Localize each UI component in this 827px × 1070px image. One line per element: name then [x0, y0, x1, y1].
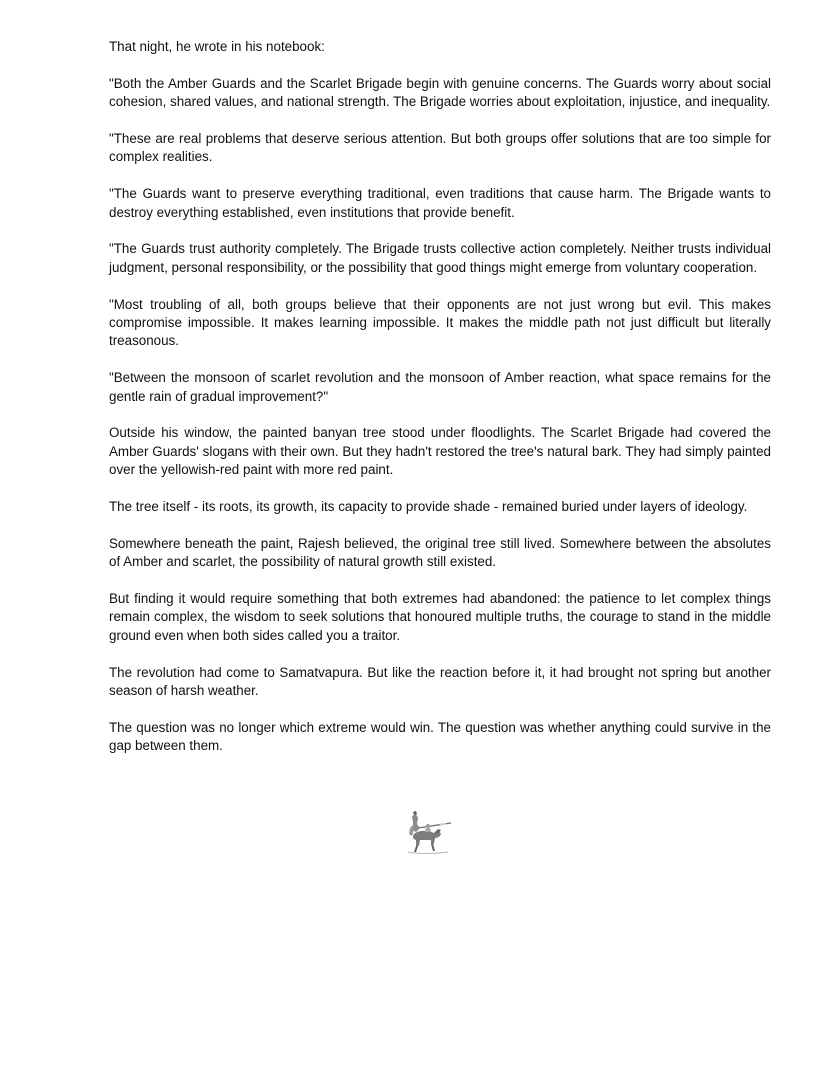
paragraph: "Most troubling of all, both groups believe that their opponents are not just wrong but evil. This makes compromise impossible. It makes learning impossible. It makes the middle path not just difficult but literally treasonous. — [109, 296, 771, 349]
document-body — [109, 38, 771, 774]
paragraph: The revolution had come to Samatvapura. But like the reaction before it, it had brought not spring but another season of harsh weather. — [109, 664, 771, 699]
paragraph: "The Guards want to preserve everything traditional, even traditions that cause harm. The Brigade wants to destroy everything established, even institutions that provide benefit. — [109, 186, 771, 220]
paragraph: The question was no longer which extreme would win. The question was whether anything could survive in the gap between them. — [109, 719, 771, 754]
paragraph: "These are real problems that deserve serious attention. But both groups offer solutions that are too simple for complex realities. — [109, 131, 771, 165]
paragraph: That night, he wrote in his notebook: — [109, 39, 325, 54]
paragraph: "Both the Amber Guards and the Scarlet Brigade begin with genuine concerns. The Guards worry about social cohesion, shared values, and national strength. The Brigade worries about exploitation, injustice, and inequality. — [109, 75, 771, 110]
paragraph: The tree itself - its roots, its growth, its capacity to provide shade - remained buried under layers of ideology. — [109, 499, 748, 515]
paragraph: "Between the monsoon of scarlet revolution and the monsoon of Amber reaction, what space remains for the gentle rain of gradual improvement?" — [109, 370, 771, 404]
paragraph: Somewhere beneath the paint, Rajesh believed, the original tree still lived. Somewhere between the absolutes of Amber and scarlet, the possibility of natural growth still existed. — [109, 535, 771, 570]
knight-on-horseback-icon — [404, 810, 454, 856]
paragraph: "The Guards trust authority completely. The Brigade trusts collective action completely. Neither trusts individual judgment, personal responsibility, or the possibility that good things might emerge from voluntary cooperation. — [109, 241, 771, 275]
paragraph: But finding it would require something that both extremes had abandoned: the patience to let complex things remain complex, the wisdom to seek solutions that honoured multiple truths, the courage to stand in the middle ground even when both sides called you a traitor. — [109, 591, 771, 643]
paragraph: Outside his window, the painted banyan tree stood under floodlights. The Scarlet Brigade had covered the Amber Guards' slogans with their own. But they hadn't restored the tree's natural bark. They had simply painted over the yellowish-red paint with more red paint. — [109, 425, 771, 478]
